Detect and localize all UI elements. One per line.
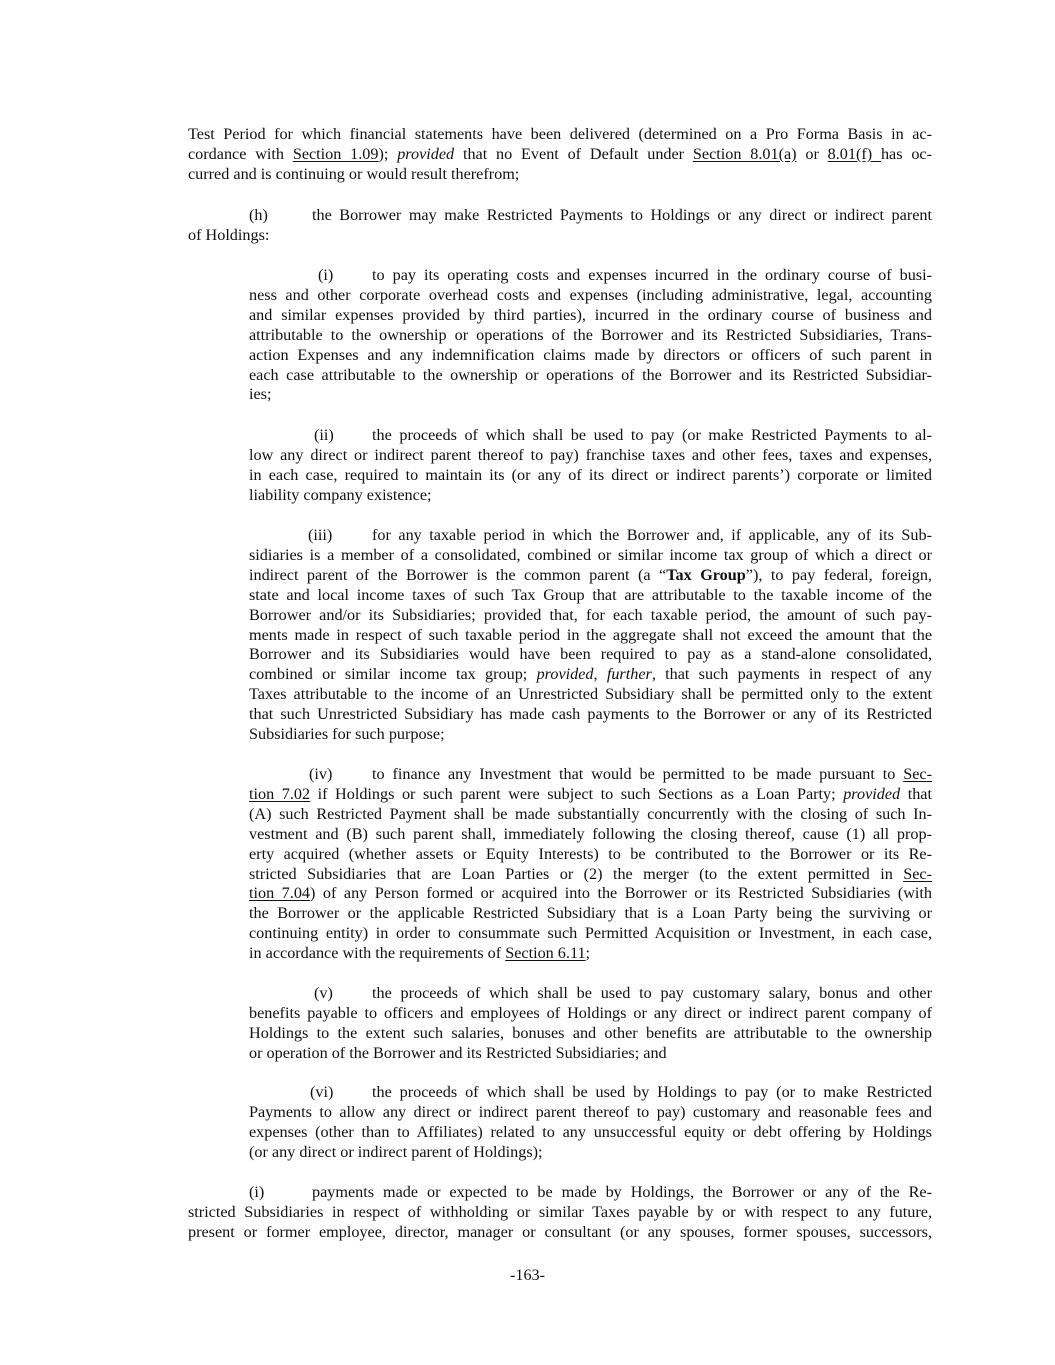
text-line: attributable to the ownership or operations of the Borrower and its Restricted Subsidiaries, Trans- bbox=[249, 325, 932, 344]
text-line: Subsidiaries for such purpose; bbox=[249, 725, 445, 744]
text-line: tion 7.02 if Holdings or such parent were subject to such Sections as a Loan Party; provided that bbox=[249, 784, 932, 803]
text-line: (i) to pay its operating costs and expenses incurred in the ordinary course of busi- bbox=[318, 266, 932, 284]
text-line: (h) the Borrower may make Restricted Payments to Holdings or any direct or indirect parent bbox=[249, 206, 932, 224]
text-line: Borrower and/or its Subsidiaries; provided that, for each taxable period, the amount of such pay- bbox=[249, 605, 932, 624]
text-line: low any direct or indirect parent thereof to pay) franchise taxes and other fees, taxes and expenses, bbox=[249, 445, 932, 464]
clause-i bbox=[188, 1183, 932, 1243]
text-line: sidiaries is a member of a consolidated, combined or similar income tax group of which a direct or bbox=[249, 545, 932, 564]
section-reference: tion 7.02 bbox=[249, 784, 311, 803]
text-line: benefits payable to officers and employees of Holdings or any direct or indirect parent company of bbox=[249, 1003, 932, 1022]
text-line: cordance with Section 1.09); provided that no Event of Default under Section 8.01(a) or 8.01(f) has oc- bbox=[188, 144, 933, 163]
text-line: action Expenses and any indemnification claims made by directors or officers of such parent in bbox=[249, 345, 932, 364]
text-line: ness and other corporate overhead costs and expenses (including administrative, legal, accounting bbox=[249, 285, 932, 304]
text-line: in each case, required to maintain its (or any of its direct or indirect parents’) corporate or limited bbox=[249, 465, 932, 484]
text-line: in accordance with the requirements of Section 6.11; bbox=[249, 944, 591, 963]
text-line: Payments to allow any direct or indirect parent thereof to pay) customary and reasonable fees and bbox=[249, 1102, 932, 1121]
subclause-i bbox=[249, 266, 932, 405]
text-line: vestment and (B) such parent shall, immediately following the closing thereof, cause (1) all prop- bbox=[249, 824, 932, 843]
text-line: (iv) to finance any Investment that would be permitted to be made pursuant to Sec- bbox=[309, 765, 932, 783]
subclause-ii bbox=[249, 426, 932, 506]
text-line: indirect parent of the Borrower is the common parent (a “Tax Group”), to pay federal, foreign, bbox=[249, 565, 932, 584]
text-line: that such Unrestricted Subsidiary has made cash payments to the Borrower or any of its Restricted bbox=[249, 705, 932, 724]
section-reference: Sec- bbox=[903, 765, 932, 783]
defined-term: Tax Group bbox=[666, 565, 746, 584]
text-line: ments made in respect of such taxable period in the aggregate shall not exceed the amount that the bbox=[249, 625, 932, 644]
clause-label: (ii) bbox=[314, 426, 334, 444]
text-line: (iii) for any taxable period in which the Borrower and, if applicable, any of its Sub- bbox=[308, 526, 932, 544]
text-line: ies; bbox=[249, 385, 272, 404]
clause-label: (v) bbox=[314, 984, 333, 1002]
text-line: expenses (other than to Affiliates) related to any unsuccessful equity or debt offering by Holdings bbox=[249, 1122, 932, 1141]
section-reference: tion 7.04 bbox=[249, 884, 311, 903]
section-reference: Section 8.01(a) bbox=[692, 144, 797, 163]
text-line: of Holdings: bbox=[188, 225, 270, 244]
text-line: Holdings to the extent such salaries, bonuses and other benefits are attributable to the ownership bbox=[249, 1023, 932, 1042]
text-line: each case attributable to the ownership or operations of the Borrower and its Restricted Subsidiar- bbox=[249, 365, 932, 384]
text-line: (i) payments made or expected to be made by Holdings, the Borrower or any of the Re- bbox=[249, 1183, 932, 1201]
text-line: stricted Subsidiaries in respect of withholding or similar Taxes payable by or with respect to any future, bbox=[188, 1202, 932, 1221]
clause-label: (vi) bbox=[310, 1083, 334, 1101]
text-line: Borrower and its Subsidiaries would have been required to pay as a stand-alone consolidated, bbox=[249, 645, 932, 664]
section-reference: Section 6.11 bbox=[505, 944, 586, 963]
section-reference: Sec- bbox=[903, 864, 932, 883]
text-line: stricted Subsidiaries that are Loan Parties or (2) the merger (to the extent permitted in Sec- bbox=[249, 864, 932, 883]
text-line: liability company existence; bbox=[249, 485, 432, 504]
subclause-v bbox=[249, 984, 932, 1064]
text-line: continuing entity) in order to consummate such Permitted Acquisition or Investment, in each case, bbox=[249, 924, 932, 943]
clause-h bbox=[188, 206, 932, 246]
text-line: erty acquired (whether assets or Equity Interests) to be contributed to the Borrower or its Re- bbox=[249, 844, 932, 863]
subclause-iv bbox=[249, 765, 932, 964]
section-reference: 8.01(f) bbox=[827, 144, 881, 163]
text-line: tion 7.04) of any Person formed or acquired into the Borrower or its Restricted Subsidiaries (with bbox=[249, 884, 932, 903]
section-reference: Section 1.09 bbox=[292, 144, 379, 163]
clause-label: (iv) bbox=[309, 765, 333, 783]
clause-label: (h) bbox=[249, 206, 268, 224]
clause-label: (i) bbox=[318, 266, 334, 284]
text-line: (or any direct or indirect parent of Holdings); bbox=[249, 1142, 543, 1161]
text-line: state and local income taxes of such Tax Group that are attributable to the taxable income of the bbox=[249, 585, 932, 604]
subclause-iii bbox=[249, 526, 932, 745]
text-line: (ii) the proceeds of which shall be used to pay (or make Restricted Payments to al- bbox=[314, 426, 932, 444]
text-line: and similar expenses provided by third parties), incurred in the ordinary course of business and bbox=[249, 305, 932, 324]
text-line: (vi) the proceeds of which shall be used by Holdings to pay (or to make Restricted bbox=[310, 1083, 932, 1101]
text-line: Taxes attributable to the income of an Unrestricted Subsidiary shall be permitted only to the extent bbox=[249, 685, 932, 704]
clause-label: (i) bbox=[249, 1183, 265, 1201]
text-line: combined or similar income tax group; provided, further, that such payments in respect of any bbox=[249, 665, 932, 684]
text-line: Test Period for which financial statements have been delivered (determined on a Pro Forma Basis in ac- bbox=[188, 125, 932, 143]
text-line: present or former employee, director, manager or consultant (or any spouses, former spouses, successors, bbox=[188, 1222, 932, 1241]
text-line: (v) the proceeds of which shall be used to pay customary salary, bonus and other bbox=[314, 984, 932, 1002]
text-line: curred and is continuing or would result therefrom; bbox=[188, 164, 520, 183]
text-line: (A) such Restricted Payment shall be made substantially concurrently with the closing of such In- bbox=[249, 804, 932, 823]
text-line: the Borrower or the applicable Restricted Subsidiary that is a Loan Party being the surviving or bbox=[249, 904, 932, 923]
page-number: -163- bbox=[509, 1266, 546, 1284]
text-line: or operation of the Borrower and its Restricted Subsidiaries; and bbox=[249, 1043, 667, 1062]
clause-label: (iii) bbox=[308, 526, 333, 544]
subclause-vi bbox=[249, 1083, 932, 1163]
paragraph-intro bbox=[188, 125, 932, 185]
